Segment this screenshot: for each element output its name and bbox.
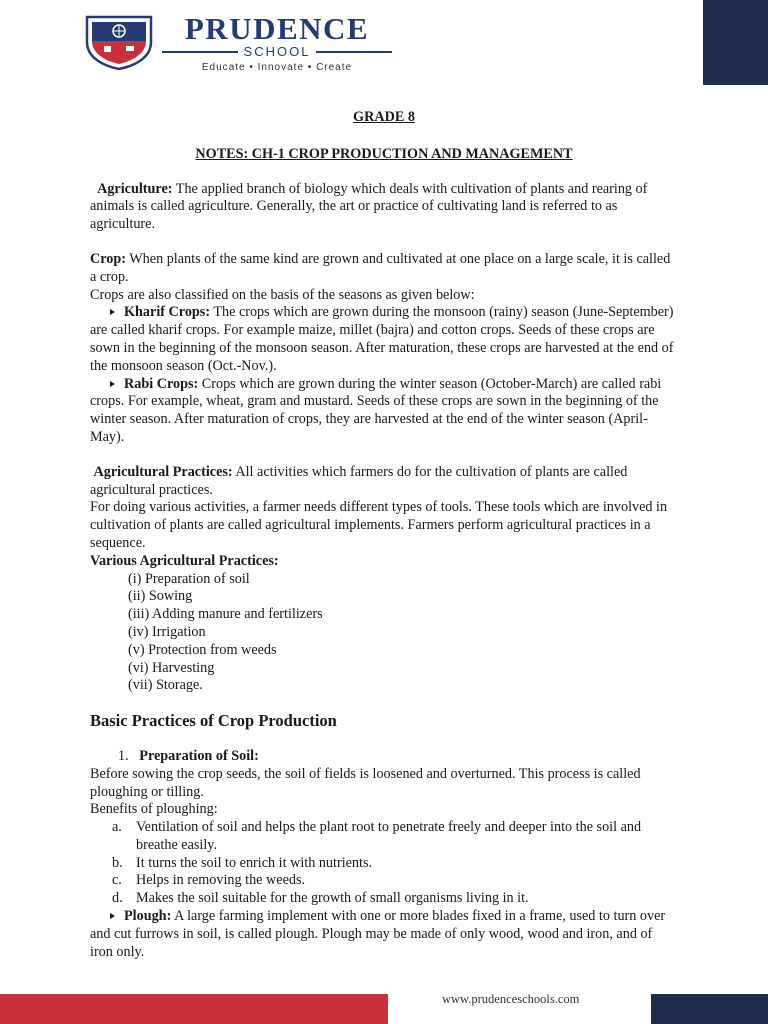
crop-classified-text: Crops are also classified on the basis of the seasons as given below: xyxy=(90,286,475,303)
list-item: c. Helps in removing the weeds. xyxy=(112,872,306,889)
list-item: (iv) Irrigation xyxy=(128,623,206,640)
definition: The applied branch of biology which deals with cultivation of plants and rearing of animals is called agriculture. Generally, the art or practice of cultivating land is referred to as agriculture. xyxy=(90,180,648,233)
agriculture-paragraph xyxy=(90,181,678,234)
list-item: (iii) Adding manure and fertilizers xyxy=(128,606,323,623)
benefits-list xyxy=(112,819,678,908)
brand-tagline: Educate • Innovate • Create xyxy=(201,62,353,73)
header-corner-block xyxy=(703,0,768,85)
term: Plough: xyxy=(124,908,172,925)
brand-sub: SCHOOL xyxy=(243,44,311,59)
agri-practices-paragraph xyxy=(90,464,678,500)
list-item: a. Ventilation of soil and helps the plant root to penetrate freely and deeper into the soil and breathe easily. xyxy=(112,819,642,853)
rabi-paragraph xyxy=(90,376,678,447)
prep-heading: 1. Preparation of Soil: xyxy=(118,747,259,764)
definition: When plants of the same kind are grown and cultivated at one place on a large scale, it is called a crop. xyxy=(90,250,671,285)
list-item: b. It turns the soil to enrich it with nutrients. xyxy=(112,854,373,871)
list-item: (i) Preparation of soil xyxy=(128,570,250,587)
school-logo xyxy=(84,11,392,73)
footer-url: www.prudenceschools.com xyxy=(442,992,580,1006)
term: Rabi Crops: xyxy=(124,375,199,392)
plough-paragraph xyxy=(90,908,678,961)
footer-navy-bar xyxy=(651,994,768,1024)
brand-sub-row xyxy=(162,45,392,59)
list-item: d. Makes the soil suitable for the growth of small organisms living in it. xyxy=(112,890,529,907)
crop-paragraph xyxy=(90,251,678,287)
definition: All activities which farmers do for the cultivation of plants are called agricultural practices. xyxy=(90,463,628,498)
document-body xyxy=(90,109,678,961)
bullet-arrow-icon xyxy=(110,913,115,919)
notes-title: NOTES: CH-1 CROP PRODUCTION AND MANAGEMENT xyxy=(195,145,573,162)
tools-paragraph: For doing various activities, a farmer needs different types of tools. These tools which are involved in cultivation of plants are called agricultural implements. Farmers perform agricultural practices in a sequence. xyxy=(90,499,668,551)
divider xyxy=(162,51,238,53)
prep-paragraph: Before sowing the crop seeds, the soil of fields is loosened and overturned. This process is called ploughing or tilling. xyxy=(90,765,641,800)
grade-heading: GRADE 8 xyxy=(353,109,415,125)
various-heading: Various Agricultural Practices: xyxy=(90,552,279,569)
benefits-label: Benefits of ploughing: xyxy=(90,801,218,818)
practices-list xyxy=(90,571,678,696)
definition: The crops which are grown during the monsoon (rainy) season (June-September) are called kharif crops. For example maize, millet (bajra) and cotton crops. Seeds of these crops are sown in the beginning of the monsoon season. After maturation, these crops are harvested at the end of the monsoon season (Oct.-Nov.). xyxy=(90,304,674,374)
list-item: (vii) Storage. xyxy=(128,677,203,694)
bullet-arrow-icon xyxy=(110,309,115,315)
list-item: (ii) Sowing xyxy=(128,588,193,605)
term: Kharif Crops: xyxy=(124,304,211,321)
brand-name: PRUDENCE xyxy=(184,11,370,46)
definition: Crops which are grown during the winter season (October-March) are called rabi crops. For example, wheat, gram and mustard. Seeds of these crops are sown in the beginning of the winter season. After maturation of crops, they are harvested at the end of the winter season (April-May). xyxy=(90,375,662,445)
bullet-arrow-icon xyxy=(110,381,115,387)
brand-text xyxy=(162,11,392,73)
list-item: (v) Protection from weeds xyxy=(128,641,277,658)
term: Agriculture: xyxy=(97,180,173,197)
term: Crop: xyxy=(90,250,126,267)
footer-red-bar xyxy=(0,994,388,1024)
kharif-paragraph xyxy=(90,304,678,375)
section-title: Basic Practices of Crop Production xyxy=(90,711,337,731)
divider xyxy=(316,51,392,53)
definition: A large farming implement with one or more blades fixed in a frame, used to turn over and cut furrows in soil, is called plough. Plough may be made of only wood, wood and iron, and of iron only. xyxy=(90,908,666,960)
term: Agricultural Practices: xyxy=(93,463,233,480)
school-crest-icon xyxy=(84,14,154,70)
list-item: (vi) Harvesting xyxy=(128,659,215,676)
